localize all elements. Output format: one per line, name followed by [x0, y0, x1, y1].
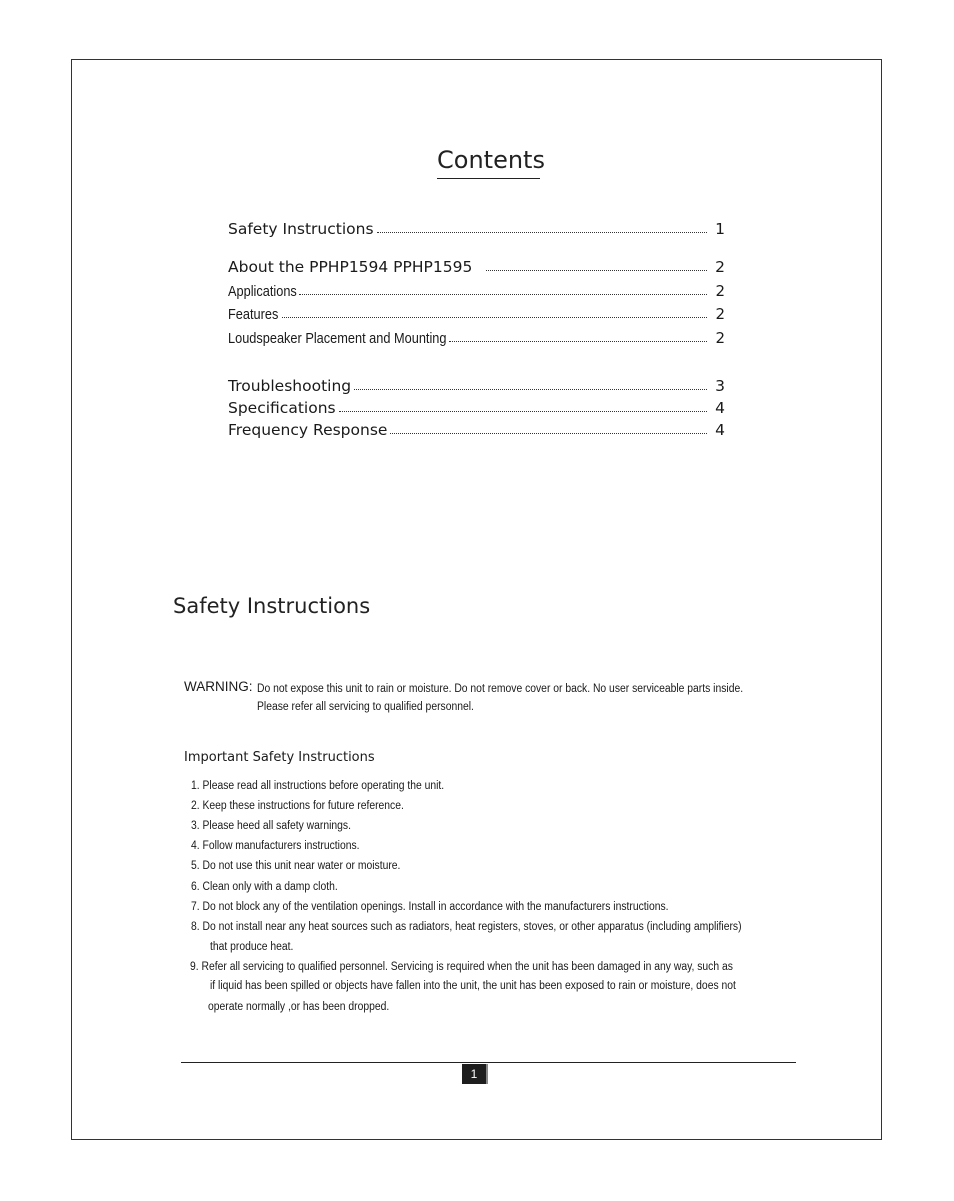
safety-item: 3. Please heed all safety warnings. — [191, 820, 351, 832]
page-number-badge-edge — [486, 1064, 488, 1084]
warning-label: WARNING: — [184, 679, 253, 694]
warning-text — [257, 680, 817, 716]
warning-line: Please refer all servicing to qualified personnel. — [257, 701, 474, 713]
safety-item-continuation: if liquid has been spilled or objects have fallen into the unit, the unit has been exposed to rain or moisture, does not — [210, 980, 736, 992]
toc-entry-applications[interactable] — [228, 282, 725, 300]
toc-page-number: 2 — [715, 329, 725, 347]
page-number-badge: 1 — [462, 1064, 486, 1084]
toc-entry-loudspeaker-placement[interactable] — [228, 329, 725, 347]
toc-entry-frequency-response[interactable] — [228, 421, 725, 439]
toc-label: Specifications — [228, 399, 336, 417]
toc-leader-dots — [377, 231, 707, 233]
toc-page-number: 1 — [715, 220, 725, 238]
toc-entry-about[interactable] — [228, 258, 725, 276]
toc-label: Safety Instructions — [228, 220, 374, 238]
toc-leader-dots — [486, 269, 707, 271]
toc-page-number: 4 — [715, 399, 725, 417]
safety-item: 2. Keep these instructions for future reference. — [191, 800, 404, 812]
toc-leader-dots — [339, 410, 707, 412]
contents-title: Contents — [437, 146, 545, 174]
safety-item: 8. Do not install near any heat sources such as radiators, heat registers, stoves, or other apparatus (including amplifiers) — [191, 921, 742, 933]
important-safety-heading: Important Safety Instructions — [184, 750, 375, 765]
warning-line: Do not expose this unit to rain or moisture. Do not remove cover or back. No user serviceable parts inside. — [257, 683, 744, 695]
toc-page-number: 4 — [715, 421, 725, 439]
safety-item: 5. Do not use this unit near water or moisture. — [191, 860, 401, 872]
safety-item: 6. Clean only with a damp cloth. — [191, 881, 338, 893]
toc-entry-specifications[interactable] — [228, 399, 725, 417]
safety-item: 4. Follow manufacturers instructions. — [191, 840, 360, 852]
toc-page-number: 2 — [715, 282, 725, 300]
toc-leader-dots — [282, 316, 707, 318]
toc-leader-dots — [449, 340, 707, 342]
toc-label: About the PPHP1594 PPHP1595 — [228, 258, 473, 276]
toc-page-number: 2 — [715, 258, 725, 276]
toc-label: Features — [228, 307, 279, 323]
toc-entry-safety-instructions[interactable] — [228, 220, 725, 238]
toc-page-number: 3 — [715, 377, 725, 395]
toc-page-number: 2 — [715, 305, 725, 323]
toc-leader-dots — [354, 388, 707, 390]
safety-item-continuation: that produce heat. — [210, 941, 294, 953]
safety-item: 7. Do not block any of the ventilation openings. Install in accordance with the manufacturers instructions. — [191, 901, 669, 913]
toc-entry-features[interactable] — [228, 305, 725, 323]
toc-label: Frequency Response — [228, 421, 388, 439]
safety-item: 1. Please read all instructions before operating the unit. — [191, 780, 445, 792]
safety-item: 9. Refer all servicing to qualified personnel. Servicing is required when the unit has been damaged in any way, such as — [190, 961, 733, 973]
toc-label: Applications — [228, 284, 297, 300]
contents-title-underline — [437, 178, 540, 179]
safety-section-title: Safety Instructions — [173, 594, 371, 618]
safety-item-continuation: operate normally ,or has been dropped. — [208, 1001, 390, 1013]
toc-label: Loudspeaker Placement and Mounting — [228, 331, 447, 347]
toc-entry-troubleshooting[interactable] — [228, 377, 725, 395]
footer-rule — [181, 1062, 796, 1063]
toc-leader-dots — [299, 293, 707, 295]
toc-label: Troubleshooting — [228, 377, 352, 395]
toc-leader-dots — [390, 432, 707, 434]
